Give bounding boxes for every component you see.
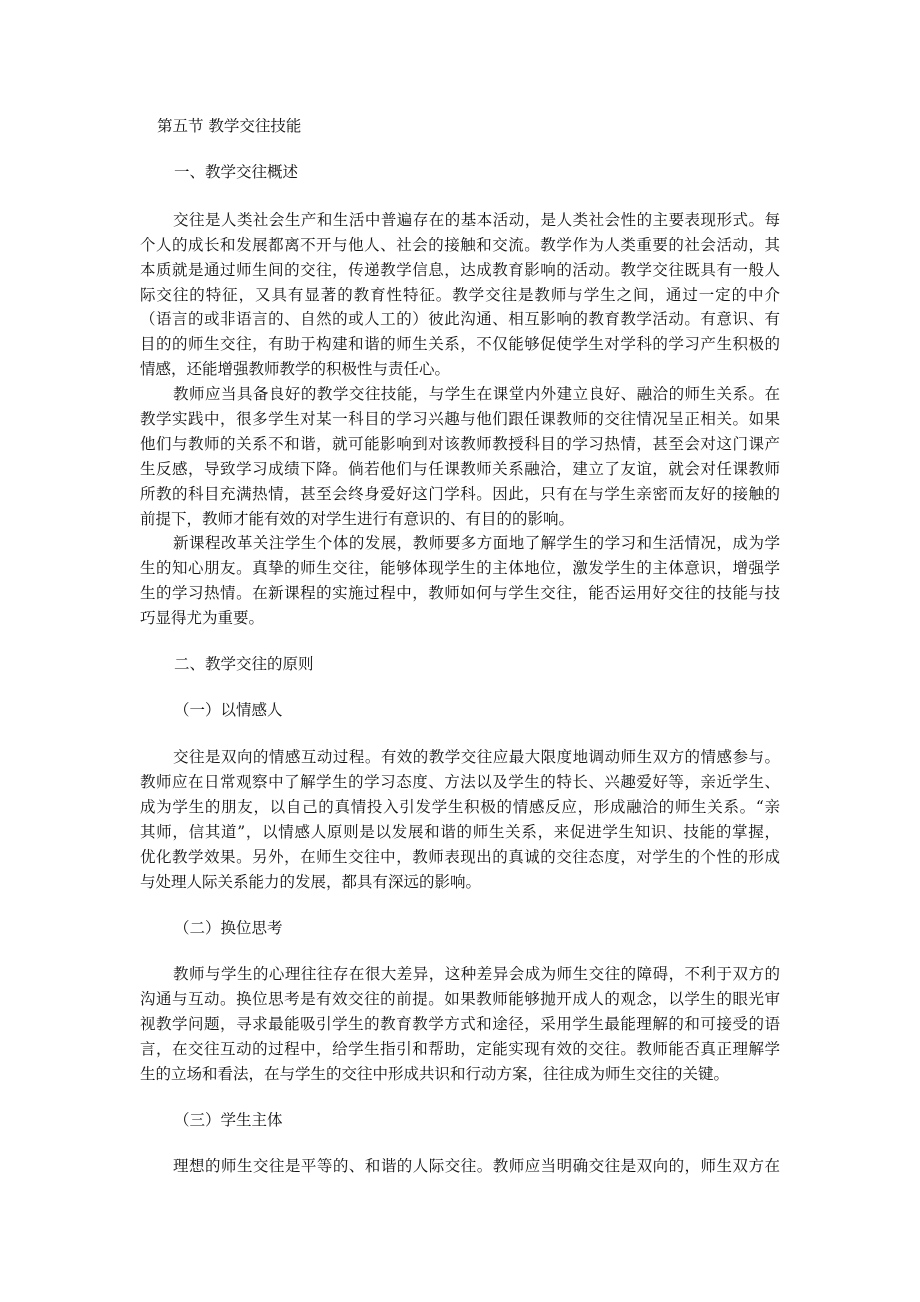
paragraph-line: 教师应当具备良好的教学交往技能，与学生在课堂内外建立良好、融洽的师生关系。在: [173, 385, 780, 403]
paragraph-line: 教师与学生的心理往往存在很大差异，这种差异会成为师生交往的障碍，不利于双方的: [173, 965, 780, 983]
paragraph-line: 生反感，导致学习成绩下降。倘若他们与任课教师关系融洽，建立了友谊，就会对任课教师: [140, 460, 780, 478]
subheading-emotion: （一）以情感人: [174, 701, 283, 719]
paragraph-line: 个人的成长和发展都离不开与他人、社会的接触和交流。教学作为人类重要的社会活动，其: [140, 236, 780, 254]
paragraph-line: （语言的或非语言的、自然的或人工的）彼此沟通、相互影响的教育教学活动。有意识、有: [140, 310, 780, 328]
paragraph-line: 教学实践中，很多学生对某一科目的学习兴趣与他们跟任课教师的交往情况呈正相关。如果: [140, 410, 780, 428]
subheading-student-subject: （三）学生主体: [174, 1111, 283, 1129]
subheading-perspective: （二）换位思考: [174, 919, 283, 937]
paragraph-line: 教师应在日常观察中了解学生的学习态度、方法以及学生的特长、兴趣爱好等，亲近学生、: [140, 773, 780, 791]
section-title: 第五节 教学交往技能: [157, 117, 302, 135]
paragraph-line: 巧显得尤为重要。: [140, 609, 265, 627]
paragraph-line: 视教学问题，寻求最能吸引学生的教育教学方式和途径，采用学生最能理解的和可接受的语: [140, 1015, 780, 1033]
paragraph-line: 所教的科目充满热情，甚至会终身爱好这门学科。因此，只有在与学生亲密而友好的接触的: [140, 485, 780, 503]
paragraph-line: 交往是双向的情感互动过程。有效的教学交往应最大限度地调动师生双方的情感参与。: [173, 748, 780, 766]
paragraph-line: 成为学生的朋友，以自己的真情投入引发学生积极的情感反应，形成融洽的师生关系。“亲: [140, 798, 780, 816]
paragraph-line: 新课程改革关注学生个体的发展，教师要多方面地了解学生的学习和生活情况，成为学: [173, 534, 780, 552]
paragraph-line: 他们与教师的关系不和谐，就可能影响到对该教师教授科目的学习热情，甚至会对这门课产: [140, 435, 780, 453]
paragraph-line: 与处理人际关系能力的发展，都具有深远的影响。: [140, 873, 482, 891]
paragraph-line: 目的的师生交往，有助于构建和谐的师生关系，不仅能够促使学生对学科的学习产生积极的: [140, 335, 780, 353]
heading-overview: 一、教学交往概述: [174, 163, 299, 181]
paragraph-line: 生的知心朋友。真挚的师生交往，能够体现学生的主体地位，激发学生的主体意识，增强学: [140, 559, 780, 577]
paragraph-line: 情感，还能增强教师教学的积极性与责任心。: [140, 360, 451, 378]
paragraph-line: 优化教学效果。另外，在师生交往中，教师表现出的真诚的交往态度，对学生的个性的形成: [140, 848, 780, 866]
paragraph-line: 理想的师生交往是平等的、和谐的人际交往。教师应当明确交往是双向的，师生双方在: [173, 1157, 780, 1175]
paragraph-line: 前提下，教师才能有效的对学生进行有意识的、有目的的影响。: [140, 510, 575, 528]
paragraph-line: 际交往的特征，又具有显著的教育性特征。教学交往是教师与学生之间，通过一定的中介: [140, 286, 780, 304]
heading-principles: 二、教学交往的原则: [174, 655, 314, 673]
paragraph-line: 生的立场和看法，在与学生的交往中形成共识和行动方案，往往成为师生交往的关键。: [140, 1065, 730, 1083]
paragraph-line: 交往是人类社会生产和生活中普遍存在的基本活动，是人类社会性的主要表现形式。每: [173, 211, 780, 229]
paragraph-line: 言，在交往互动的过程中，给学生指引和帮助，定能实现有效的交往。教师能否真正理解学: [140, 1040, 780, 1058]
paragraph-line: 其师，信其道”，以情感人原则是以发展和谐的师生关系，来促进学生知识、技能的掌握，: [140, 823, 780, 841]
paragraph-line: 沟通与互动。换位思考是有效交往的前提。如果教师能够抛开成人的观念，以学生的眼光审: [140, 990, 780, 1008]
paragraph-line: 生的学习热情。在新课程的实施过程中，教师如何与学生交往，能否运用好交往的技能与技: [140, 584, 780, 602]
paragraph-line: 本质就是通过师生间的交往，传递教学信息，达成教育影响的活动。教学交往既具有一般人: [140, 261, 780, 279]
